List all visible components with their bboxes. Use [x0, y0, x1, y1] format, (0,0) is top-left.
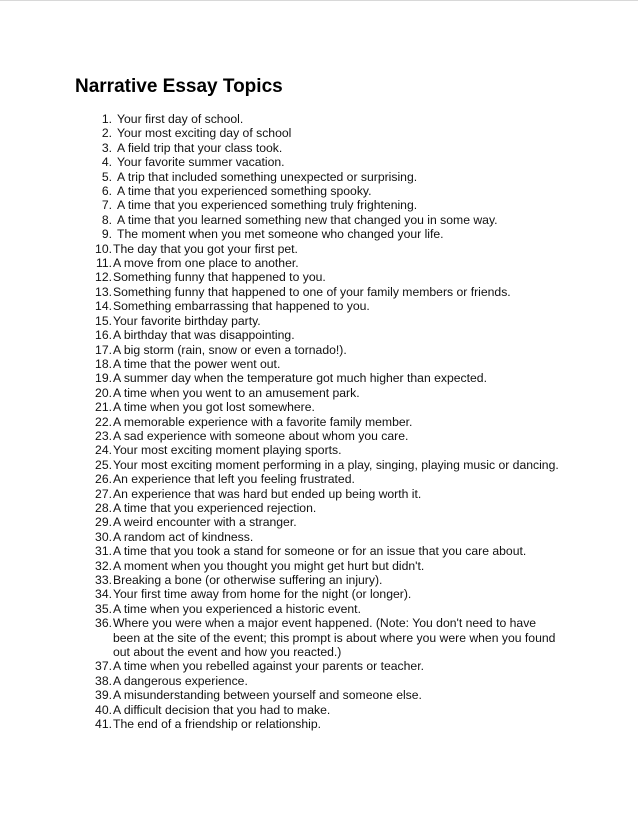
topic-number: 29. — [95, 515, 112, 530]
list-item — [88, 602, 566, 616]
list-item — [88, 256, 566, 270]
topic-text: A time when you went to an amusement park. — [113, 385, 360, 400]
topic-number: 1. — [101, 112, 112, 126]
list-item — [88, 170, 566, 184]
topic-number: 16. — [95, 328, 112, 343]
topic-text: Something embarrassing that happened to you. — [113, 299, 370, 314]
topic-number: 5. — [101, 169, 112, 184]
topic-text: Something funny that happened to one of your family members or friends. — [113, 284, 511, 299]
topic-text: A move from one place to another. — [113, 256, 299, 271]
topic-text: A sad experience with someone about whom you care. — [113, 428, 409, 443]
topic-text: A time that the power went out. — [113, 356, 281, 371]
topic-text: Your first time away from home for the night (or longer). — [113, 587, 412, 602]
topic-number: 12. — [95, 270, 112, 285]
topic-text: The end of a friendship or relationship. — [113, 717, 321, 732]
topic-text: A summer day when the temperature got much higher than expected. — [113, 371, 487, 386]
topic-number: 18. — [95, 356, 112, 371]
list-item — [88, 400, 566, 414]
topic-list — [88, 112, 566, 731]
topic-number: 33. — [95, 573, 112, 587]
topic-text: A time when you got lost somewhere. — [113, 400, 315, 415]
topic-text: A time when you experienced a historic event. — [113, 601, 361, 616]
topic-number: 39. — [95, 688, 112, 703]
list-item — [88, 472, 566, 486]
topic-text: A time when you rebelled against your parents or teacher. — [113, 659, 424, 674]
list-item — [88, 184, 566, 198]
topic-number: 13. — [95, 284, 112, 299]
list-item — [88, 573, 566, 587]
topic-text: A birthday that was disappointing. — [113, 328, 295, 343]
topic-number: 20. — [95, 385, 112, 400]
list-item — [88, 299, 566, 313]
list-item — [88, 112, 566, 126]
topic-text: A time that you experienced something truly frightening. — [117, 198, 418, 213]
topic-number: 14. — [95, 299, 112, 314]
topic-text: An experience that left you feeling frustrated. — [113, 472, 355, 487]
list-item — [88, 659, 566, 673]
topic-number: 37. — [95, 659, 112, 674]
list-item — [88, 386, 566, 400]
topic-text: A weird encounter with a stranger. — [113, 515, 297, 530]
topic-number: 3. — [101, 140, 112, 155]
topic-number: 11. — [95, 256, 112, 271]
topic-text: Where you were when a major event happened. (Note: You don't need to have been at the site of the event; this prompt is about where you were when you found out about the event and how you reacted.) — [113, 616, 556, 660]
topic-number: 2. — [101, 126, 112, 141]
topic-text: Your first day of school. — [117, 112, 244, 126]
topic-text: A random act of kindness. — [113, 529, 254, 544]
topic-text: A difficult decision that you had to make. — [113, 702, 331, 717]
topic-text: An experience that was hard but ended up being worth it. — [113, 486, 422, 501]
topic-text: A time that you learned something new that changed you in some way. — [117, 212, 498, 227]
topic-text: A field trip that your class took. — [117, 140, 283, 155]
topic-number: 25. — [95, 457, 112, 472]
list-item — [88, 530, 566, 544]
list-item — [88, 357, 566, 371]
list-item — [88, 487, 566, 501]
list-item — [88, 674, 566, 688]
topic-number: 4. — [101, 155, 112, 170]
list-item — [88, 544, 566, 558]
topic-text: Your favorite birthday party. — [113, 313, 261, 328]
topic-number: 10. — [95, 241, 112, 256]
topic-number: 15. — [95, 313, 112, 328]
list-item — [88, 703, 566, 717]
list-item — [88, 458, 566, 472]
list-item — [88, 371, 566, 385]
list-item — [88, 688, 566, 702]
topic-text: A trip that included something unexpected or surprising. — [117, 169, 418, 184]
list-item — [88, 515, 566, 529]
list-item — [88, 285, 566, 299]
list-item — [88, 616, 566, 659]
topic-number: 8. — [101, 212, 112, 227]
topic-number: 35. — [95, 601, 112, 616]
list-item — [88, 270, 566, 284]
topic-number: 22. — [95, 414, 112, 429]
topic-text: A memorable experience with a favorite family member. — [113, 414, 413, 429]
list-item — [88, 242, 566, 256]
list-item — [88, 587, 566, 601]
topic-number: 41. — [95, 717, 112, 732]
topic-text: The day that you got your first pet. — [113, 241, 298, 256]
topic-text: A misunderstanding between yourself and someone else. — [113, 688, 422, 703]
topic-number: 28. — [95, 500, 112, 515]
list-item — [88, 155, 566, 169]
list-item — [88, 415, 566, 429]
topic-text: A moment when you thought you might get hurt but didn't. — [113, 558, 425, 573]
topic-number: 9. — [101, 227, 112, 242]
topic-number: 26. — [95, 472, 112, 487]
list-item — [88, 443, 566, 457]
topic-number: 40. — [95, 702, 112, 717]
topic-number: 30. — [95, 529, 112, 544]
topic-text: A big storm (rain, snow or even a tornado!). — [113, 342, 347, 357]
topic-number: 21. — [95, 400, 112, 415]
list-item — [88, 328, 566, 342]
topic-text: A dangerous experience. — [113, 673, 248, 688]
topic-text: The moment when you met someone who changed your life. — [117, 227, 444, 242]
list-item — [88, 717, 566, 731]
topic-number: 38. — [95, 673, 112, 688]
topic-number: 24. — [95, 443, 112, 458]
list-item — [88, 314, 566, 328]
topic-number: 19. — [95, 371, 112, 386]
page-title: Narrative Essay Topics — [75, 76, 283, 97]
list-item — [88, 213, 566, 227]
list-item — [88, 501, 566, 515]
topic-text: Your favorite summer vacation. — [117, 155, 285, 170]
topic-number: 32. — [95, 558, 112, 573]
list-item — [88, 559, 566, 573]
topic-text: A time that you took a stand for someone or for an issue that you care about. — [113, 544, 527, 559]
topic-text: A time that you experienced something spooky. — [117, 184, 372, 199]
list-item — [88, 126, 566, 140]
page-top-border — [0, 0, 638, 1]
topic-number: 23. — [95, 428, 112, 443]
list-item — [88, 343, 566, 357]
topic-text: Something funny that happened to you. — [113, 270, 326, 285]
topic-text: Your most exciting moment performing in a play, singing, playing music or dancing. — [113, 457, 559, 472]
list-item — [88, 141, 566, 155]
topic-number: 6. — [101, 184, 112, 199]
topic-number: 34. — [95, 587, 112, 602]
topic-text: Your most exciting moment playing sports. — [113, 443, 342, 458]
topic-number: 31. — [95, 544, 112, 559]
topic-number: 17. — [95, 342, 112, 357]
topic-number: 27. — [95, 486, 112, 501]
topic-number: 36. — [95, 616, 112, 631]
topic-number: 7. — [101, 198, 112, 213]
topic-text: Breaking a bone (or otherwise suffering an injury). — [113, 573, 383, 587]
topic-text: A time that you experienced rejection. — [113, 500, 317, 515]
list-item — [88, 198, 566, 212]
topic-text: Your most exciting day of school — [117, 126, 292, 141]
list-item — [88, 227, 566, 241]
list-item — [88, 429, 566, 443]
